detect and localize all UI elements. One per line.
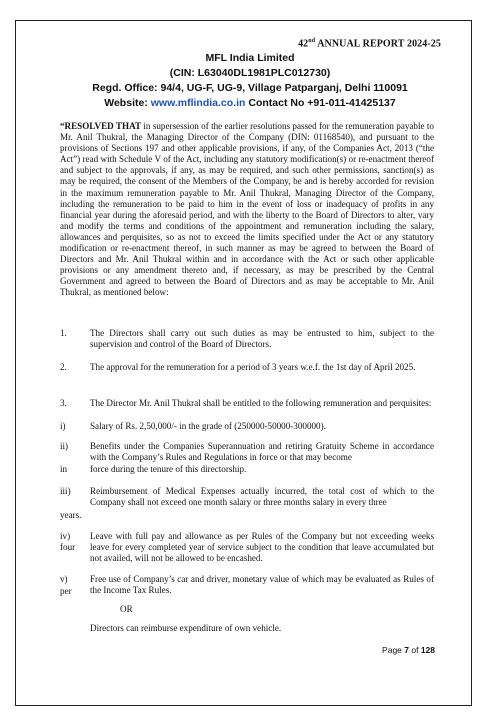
report-title: 42nd ANNUAL REPORT 2024-25 (298, 38, 441, 50)
resolution-paragraph: “RESOLVED THAT in supersession of the earlier resolutions passed for the remuneration payable to Mr. Anil Thukral, the Managing Director of the Company (DIN: 01168540), and pursuant to the provisions of Sections 197 and other applicable provisions, if any, of the Companies Act, 2013 (“the Act”) read with Schedule V of the Act, including any statutory modification(s) or re-enactment thereof and subject to the approvals, if any, as may be required, and such other permissions, sanction(s) as may be required, the consent of the Members of the Company, be and is hereby accorded for revision in the maximum remuneration payable to Mr. Anil Thukral, Managing Director of the Company, including the remuneration to be paid to him in the event of loss or inadequacy of profits in any financial year during the aforesaid period, and with the liberty to the Board of Directors to alter, vary and modify the terms and conditions of the appointment and remuneration including the salary, allowances and perquisites, so as not to exceed the limits specified under the Act or any statutory modification or re-enactment thereof, in such manner as may be agreed to between the Board of Directors and Mr. Anil Thukral within and in accordance with the Act or such other applicable provisions or any amendment thereto and, if necessary, as may be prescribed by the Central Government and agreed to between the Board of Directors and as may be acceptable to Mr. Anil Thukral, as mentioned below: (60, 121, 434, 298)
registered-office: Regd. Office: 94/4, UG-F, UG-9, Village Patparganj, Delhi 110091 (92, 82, 408, 94)
company-name: MFL India Limited (205, 52, 295, 64)
subitem-ii-number: ii) (60, 441, 69, 451)
page-number: Page 7 of 128 (382, 645, 435, 655)
item-3-number: 3. (60, 398, 67, 408)
subitem-iii-number: iii) (60, 486, 71, 496)
or-separator: OR (120, 604, 133, 614)
subitem-v-overflow: per (60, 586, 72, 596)
subitem-ii-tail: force during the tenure of this directorship. (90, 464, 247, 474)
subitem-ii-text: Benefits under the Companies Superannuation and retiring Gratuity Scheme in accordance with the Company’s Rules and Regulations in force or that may become (90, 441, 434, 463)
subitem-i-text: Salary of Rs. 2,50,000/- in the grade of (250000-50000-300000). (90, 421, 326, 431)
item-1-number: 1. (60, 328, 67, 338)
subitem-iii-overflow: years. (60, 510, 82, 520)
subitem-v-text: Free use of Company’s car and driver, monetary value of which may be evaluated as Rules of the Income Tax Rules. (90, 574, 434, 596)
item-1-text: The Directors shall carry out such duties as may be entrusted to him, subject to the supervision and control of the Board of Directors. (90, 328, 434, 350)
subitem-iv-number: iv) (60, 531, 71, 541)
subitem-i-number: i) (60, 421, 66, 431)
subitem-v-number: v) (60, 574, 68, 584)
company-header (60, 51, 440, 111)
subitem-iii-text: Reimbursement of Medical Expenses actually incurred, the total cost of which to the Company shall not exceed one month salary or three months salary in every three (90, 486, 434, 508)
item-2-text: The approval for the remuneration for a period of 3 years w.e.f. the 1st day of April 2025. (90, 362, 416, 372)
subitem-iv-text: Leave with full pay and allowance as per Rules of the Company but not exceeding weeks leave for every completed year of service subject to the condition that leave accumulated but not availed, will not be allowed to be encashed. (90, 531, 434, 564)
item-2-number: 2. (60, 362, 67, 372)
website-link[interactable]: www.mflindia.co.in (150, 97, 246, 109)
subitem-iv-overflow: four (60, 542, 76, 552)
item-3-text: The Director Mr. Anil Thukral shall be entitled to the following remuneration and perquisites: (90, 398, 432, 408)
website-contact-line: Website: www.mflindia.co.in Contact No +91-011-41425137 (104, 97, 396, 109)
subitem-ii-overflow: in (60, 464, 68, 474)
company-cin: (CIN: L63040DL1981PLC012730) (169, 67, 331, 79)
subitem-last-text: Directors can reimburse expenditure of own vehicle. (90, 623, 282, 633)
